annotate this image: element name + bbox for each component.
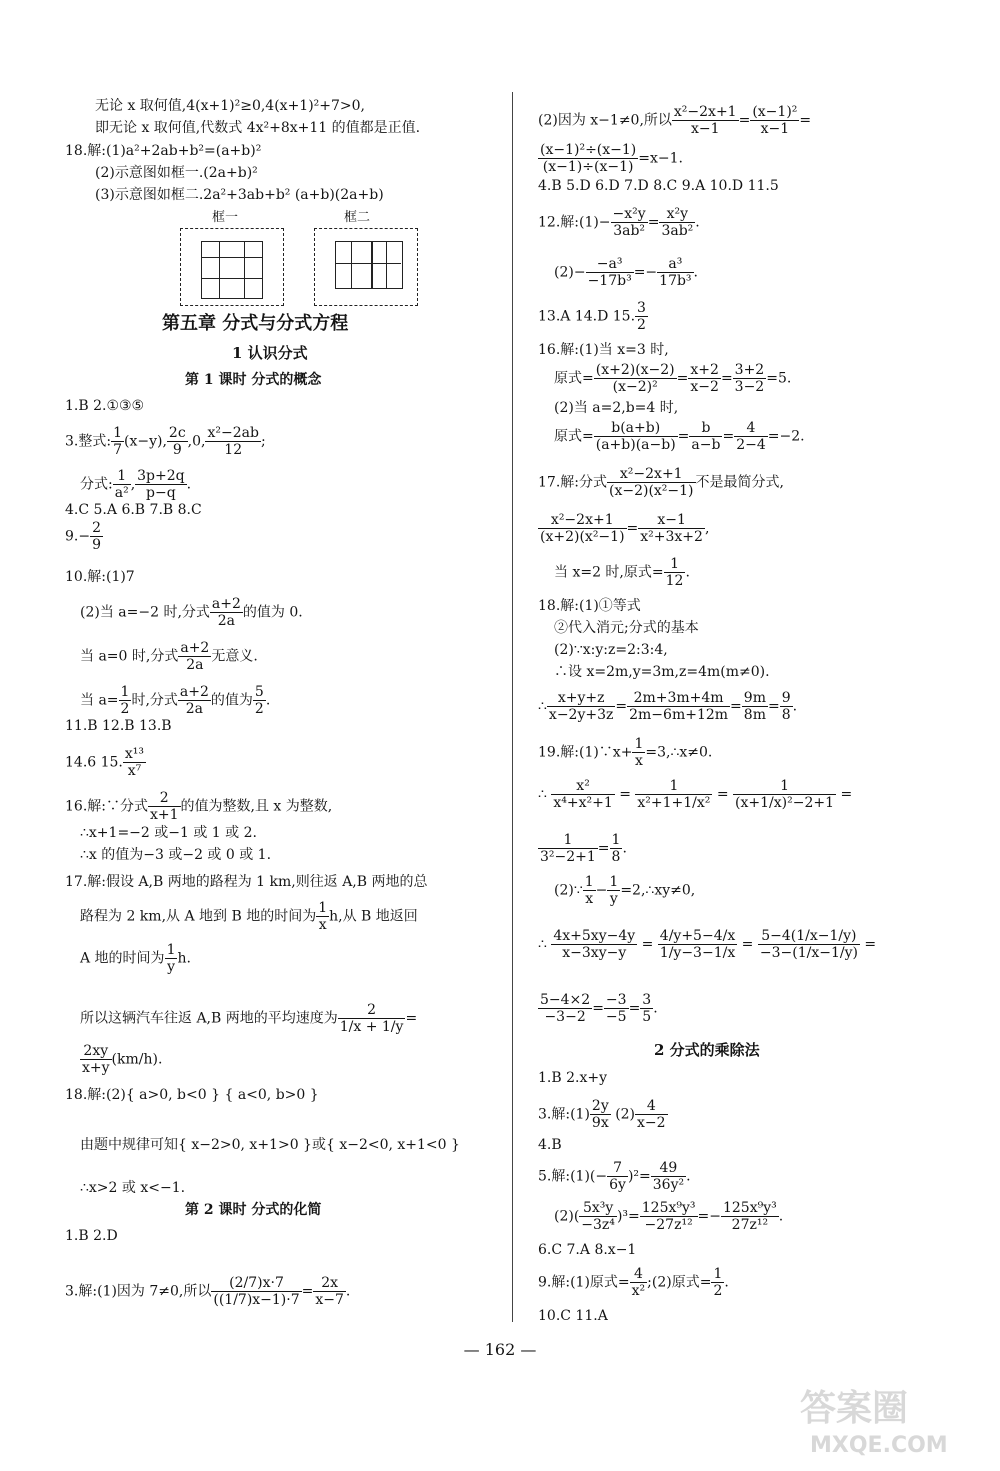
cell-divider <box>335 263 401 265</box>
answer-line: 4.B 5.D 6.D 7.D 8.C 9.A 10.D 11.5 <box>538 178 779 194</box>
diagram-box-1 <box>180 228 284 306</box>
watermark-logo <box>780 1380 980 1460</box>
answer-line: ∴设 x=2m,y=3m,z=4m(m≠0). <box>554 664 770 680</box>
answer-line: 分式: $\frac{1}{\text{a²}}$ , $\frac{3p+2q}{p-q}$ . <box>80 468 192 501</box>
answer-line: 1.B 2.D <box>65 1228 118 1244</box>
answer-line: 16.解:(1)当 x=3 时, <box>538 342 669 358</box>
cell <box>371 241 387 289</box>
section-title: 1 认识分式 <box>232 344 308 362</box>
answer-line: (2)当 a=2,b=4 时, <box>554 400 679 416</box>
box1-title: 框一 <box>212 210 239 225</box>
answer-line: 原式= $\frac{(x+2)(x-2)}{\text{(x−2)²}}$ = $\frac{x+2}{x-2}$ = $\frac{3+2}{3-2}$ =5. <box>554 362 792 395</box>
answer-line: $\frac{1}{\text{3²−2+1}}$ = $\frac{1}{8}$ . <box>540 832 627 865</box>
lesson-title: 第 1 课时 分式的概念 <box>185 372 322 388</box>
diagram-box-2 <box>314 228 418 306</box>
section-title: 2 分式的乘除法 <box>654 1041 760 1059</box>
answer-line: 12.解:(1)− $\frac{\text{−x²y}}{\text{3ab²}}$ = $\frac{\text{x²y}}{\text{3ab²}}$ . <box>538 206 700 239</box>
answer-line: 17.解:分式 $\frac{\text{x²−2x+1}}{\text{(x−2)(x²−1)}}$ 不是最简分式, <box>538 466 784 499</box>
answer-line: 4.C 5.A 6.B 7.B 8.C <box>65 502 202 518</box>
answer-line: 19.解:(1)∵x+ $\frac{1}{x}$ =3,∴x≠0. <box>538 736 713 769</box>
svg-text:答案圈: 答案圈 <box>800 1388 909 1429</box>
answer-line: 1.B 2.x+y <box>538 1070 607 1086</box>
answer-line: ∴x 的值为−3 或−2 或 0 或 1. <box>80 847 272 863</box>
cell <box>351 241 373 289</box>
text-line: (2)示意图如框一.(2a+b)² <box>95 165 258 181</box>
answer-line: 5.解:(1)(− $\frac{7}{6y}$ )²= $\frac{49}{\text{36y²}}$ . <box>538 1160 691 1193</box>
answer-line: ∴ $\frac{x+y+z}{x-2y+3z}$ = $\frac{2m+3m+4m}{2m-6m+12m}$ = $\frac{9m}{8m}$ = $\frac{9}{8}$ . <box>538 690 798 723</box>
answer-line: 14.6 15. $\frac{\text{x¹³}}{\text{x⁷}}$ <box>65 746 145 779</box>
answer-line: 3.整式: $\frac{1}{7}$ (x−y), $\frac{2c}{9}$ ,0, $\frac{\text{x²−2ab}}{12}$ ; <box>65 425 266 458</box>
answer-line: 10.解:(1)7 <box>65 569 135 585</box>
answer-line: 3.解:(1)因为 7≠0,所以 $\frac{(2/7)x\cdot 7}{((1/7)x-1)\cdot 7}$ = $\frac{2x}{x-7}$ . <box>65 1275 351 1308</box>
answer-line: 10.C 11.A <box>538 1308 608 1324</box>
answer-line: 1.B 2.①③⑤ <box>65 398 145 414</box>
svg-text:MXQE.COM: MXQE.COM <box>810 1433 948 1458</box>
page-number: — 162 — <box>463 1340 537 1359</box>
box2-title: 框二 <box>344 210 371 225</box>
answer-line: $\frac{\text{(x−1)²÷(x−1)}}{(x-1)\div(x-1)}$ =x−1. <box>540 142 683 175</box>
text-line: 18.解:(1)a²+2ab+b²=(a+b)² <box>65 143 262 159</box>
answer-line: ∴x+1=−2 或−1 或 1 或 2. <box>80 825 257 841</box>
answer-line: 当 a= $\frac{1}{2}$ 时,分式 $\frac{a+2}{2a}$ 的值为 $\frac{5}{2}$ . <box>80 684 271 717</box>
answer-line: 13.A 14.D 15. $\frac{3}{2}$ <box>538 300 646 333</box>
answer-line: (2)当 a=−2 时,分式 $\frac{a+2}{2a}$ 的值为 0. <box>80 596 303 629</box>
answer-line: 9.解:(1)原式= $\frac{4}{\text{x²}}$ ;(2)原式= $\frac{1}{2}$ . <box>538 1266 729 1299</box>
answer-line: 18.解:(1)①等式 <box>538 598 641 614</box>
answer-line: ∴ $\frac{\text{x²}}{\text{x⁴+x²+1}}$ = $\frac{1}{\text{x²+1+1/x²}}$ = $\frac{1}{\text{(x+1/x)²−2+1}}$ = <box>538 778 853 811</box>
answer-line: $\frac{5-4\times 2}{-3-2}$ = $\frac{-3}{-5}$ = $\frac{3}{5}$ . <box>540 992 658 1025</box>
answer-line: $\frac{2xy}{x+y}$ (km/h). <box>82 1043 163 1076</box>
answer-line: 当 x=2 时,原式= $\frac{1}{12}$ . <box>554 556 690 589</box>
answer-line: 所以这辆汽车往返 A,B 两地的平均速度为 $\frac{2}{1/x + 1/y}$ = <box>80 1002 418 1035</box>
answer-line: 6.C 7.A 8.x−1 <box>538 1242 637 1258</box>
answer-line: ②代入消元;分式的基本 <box>554 620 699 636</box>
answer-line: (2)( $\frac{\text{5x³y}}{\text{−3z⁴}}$ )³= $\frac{\text{125x⁹y³}}{\text{−27z¹²}}$ =− $\frac{\text{125x⁹y³}}{\text{27z¹²}}$ . <box>554 1200 784 1233</box>
answer-line: (2)因为 x−1≠0,所以 $\frac{\text{x²−2x+1}}{x-1}$ = $\frac{\text{(x−1)²}}{x-1}$ = <box>538 104 812 137</box>
lesson-title: 第 2 课时 分式的化简 <box>185 1202 322 1218</box>
chapter-title: 第五章 分式与分式方程 <box>162 313 349 334</box>
answer-line: 3.解:(1) $\frac{2y}{9x}$ (2) $\frac{4}{x-2}$ <box>538 1098 666 1131</box>
text-line: 无论 x 取何值,4(x+1)²≥0,4(x+1)²+7>0, <box>95 98 366 114</box>
answer-line: $\frac{\text{x²−2x+1}}{\text{(x+2)(x²−1)}}$ = $\frac{x-1}{\text{x²+3x+2}}$ , <box>540 512 710 545</box>
answer-line: 由题中规律可知{ x−2>0, x+1>0 }或{ x−2<0, x+1<0 } <box>80 1137 460 1153</box>
answer-line: 路程为 2 km,从 A 地到 B 地的时间为 $\frac{1}{x}$ h,从 B 地返回 <box>80 900 418 933</box>
answer-line: 18.解:(2){ a>0, b<0 } { a<0, b>0 } <box>65 1087 319 1103</box>
answer-line: ∴x>2 或 x<−1. <box>80 1180 186 1196</box>
answer-line: 17.解:假设 A,B 两地的路程为 1 km,则往返 A,B 两地的总 <box>65 874 428 890</box>
answer-line: 原式= $\frac{b(a+b)}{(a+b)(a-b)}$ = $\frac{b}{a-b}$ = $\frac{4}{2-4}$ =−2. <box>554 420 805 453</box>
answer-line: (2)∵ $\frac{1}{x}$ − $\frac{1}{y}$ =2,∴xy≠0, <box>554 874 696 907</box>
answer-line: (2)∵x:y:z=2:3:4, <box>554 642 668 658</box>
answer-line: (2)− $\frac{\text{−a³}}{\text{−17b³}}$ =− $\frac{\text{a³}}{\text{17b³}}$ . <box>554 256 698 289</box>
column-divider <box>512 92 513 1322</box>
text-line: (3)示意图如框二.2a²+3ab+b² (a+b)(2a+b) <box>95 187 384 203</box>
answer-line: 4.B <box>538 1137 562 1153</box>
cell <box>201 257 263 279</box>
answer-line: ∴ $\frac{4x+5xy-4y}{x-3xy-y}$ = $\frac{4/y+5-4/x}{1/y-3-1/x}$ = $\frac{5-4(1/x-1/y)}{-3-(1/x-1/y)}$ = <box>538 928 877 961</box>
answer-line: 16.解:∵分式 $\frac{2}{x+1}$ 的值为整数,且 x 为整数, <box>65 790 333 823</box>
answer-line: 11.B 12.B 13.B <box>65 718 172 734</box>
answer-line: 当 a=0 时,分式 $\frac{a+2}{2a}$ 无意义. <box>80 640 258 673</box>
answer-line: A 地的时间为 $\frac{1}{y}$ h. <box>80 942 191 975</box>
answer-line: 9.− $\frac{2}{9}$ <box>65 520 102 553</box>
text-line: 即无论 x 取何值,代数式 4x²+8x+11 的值都是正值. <box>95 120 421 136</box>
